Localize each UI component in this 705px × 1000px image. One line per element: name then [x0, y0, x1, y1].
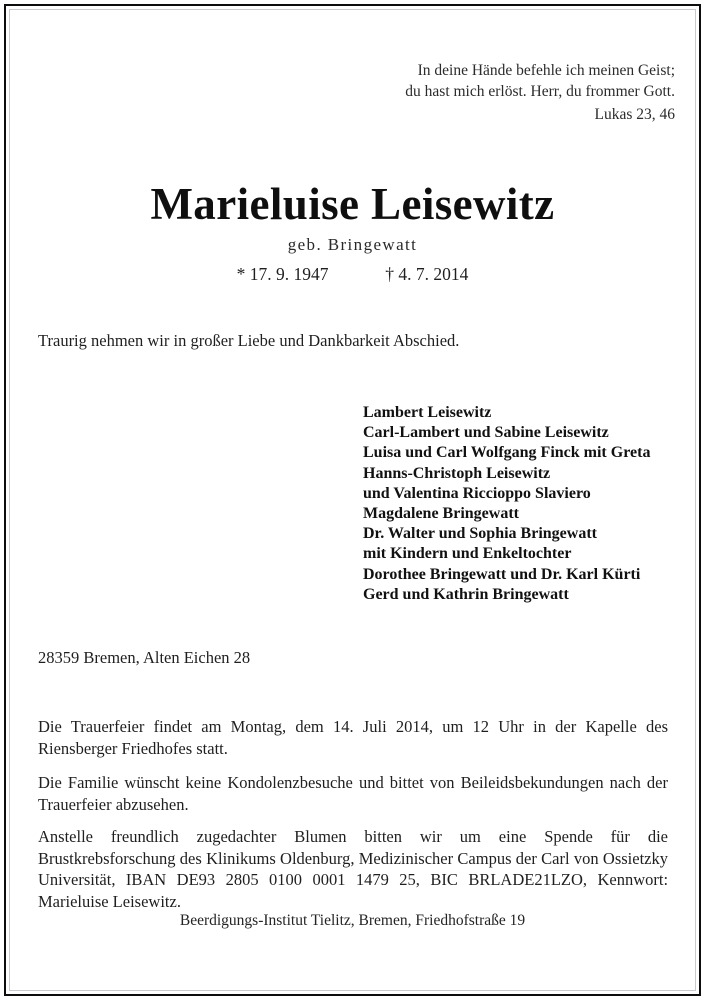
birth-date: * 17. 9. 1947	[236, 264, 329, 284]
lead-sentence: Traurig nehmen wir in großer Liebe und Dankbarkeit Abschied.	[38, 331, 460, 350]
list-item: Luisa und Carl Wolfgang Finck mit Greta	[363, 444, 651, 462]
bic-label: BIC	[430, 870, 458, 889]
funeral-home-footer: Beerdigungs-Institut Tielitz, Bremen, Friedhofstraße 19	[179, 912, 526, 929]
service-details-paragraph: Die Trauerfeier findet am Montag, dem 14. Juli 2014, um 12 Uhr in der Kapelle des Riensberger Friedhofes statt.	[38, 717, 668, 758]
deceased-name-block	[0, 178, 705, 285]
page-title: Marieluise Leisewitz	[150, 179, 555, 229]
family-address: 28359 Bremen, Alten Eichen 28	[38, 648, 251, 667]
list-item: Hanns-Christoph Leisewitz	[363, 464, 551, 482]
list-item: Lambert Leisewitz	[363, 404, 492, 421]
epigraph-source: Lukas 23, 46	[594, 106, 675, 123]
condolence-request-paragraph: Die Familie wünscht keine Kondolenzbesuche und bittet von Beileidsbekundungen nach der Trauerfeier abzusehen.	[38, 773, 668, 814]
epigraph-line-2: du hast mich erlöst. Herr, du frommer Gott.	[405, 83, 675, 100]
donation-text: Anstelle freundlich zugedachter Blumen bitten wir um eine Spende für die Brustkrebsforschung des Klinikums Oldenburg, Medizinischer Campus der Carl von Ossietzky Universität,	[38, 827, 668, 889]
list-item: Magdalene Bringewatt	[363, 505, 519, 523]
death-date: † 4. 7. 2014	[385, 264, 469, 284]
list-item: Dr. Walter und Sophia Bringewatt	[363, 525, 597, 543]
maiden-name: geb. Bringewatt	[287, 235, 418, 254]
list-item: Gerd und Kathrin Bringewatt	[363, 585, 569, 603]
bic-value: BRLADE21LZO,	[468, 870, 588, 889]
epigraph-block	[345, 60, 675, 125]
life-dates	[0, 264, 705, 285]
donation-paragraph	[38, 826, 668, 912]
donation-keyword: Kennwort: Marieluise Leisewitz.	[38, 870, 669, 911]
iban-label: IBAN	[125, 870, 167, 889]
family-members-list	[363, 403, 650, 605]
list-item: und Valentina Riccioppo Slaviero	[363, 484, 591, 502]
list-item: Dorothee Bringewatt und Dr. Karl Kürti	[363, 565, 641, 583]
list-item: mit Kindern und Enkeltochter	[363, 545, 572, 563]
iban-value: DE93 2805 0100 0001 1479 25,	[176, 870, 420, 889]
list-item: Carl-Lambert und Sabine Leisewitz	[363, 424, 609, 442]
epigraph-line-1: In deine Hände befehle ich meinen Geist;	[417, 62, 675, 79]
